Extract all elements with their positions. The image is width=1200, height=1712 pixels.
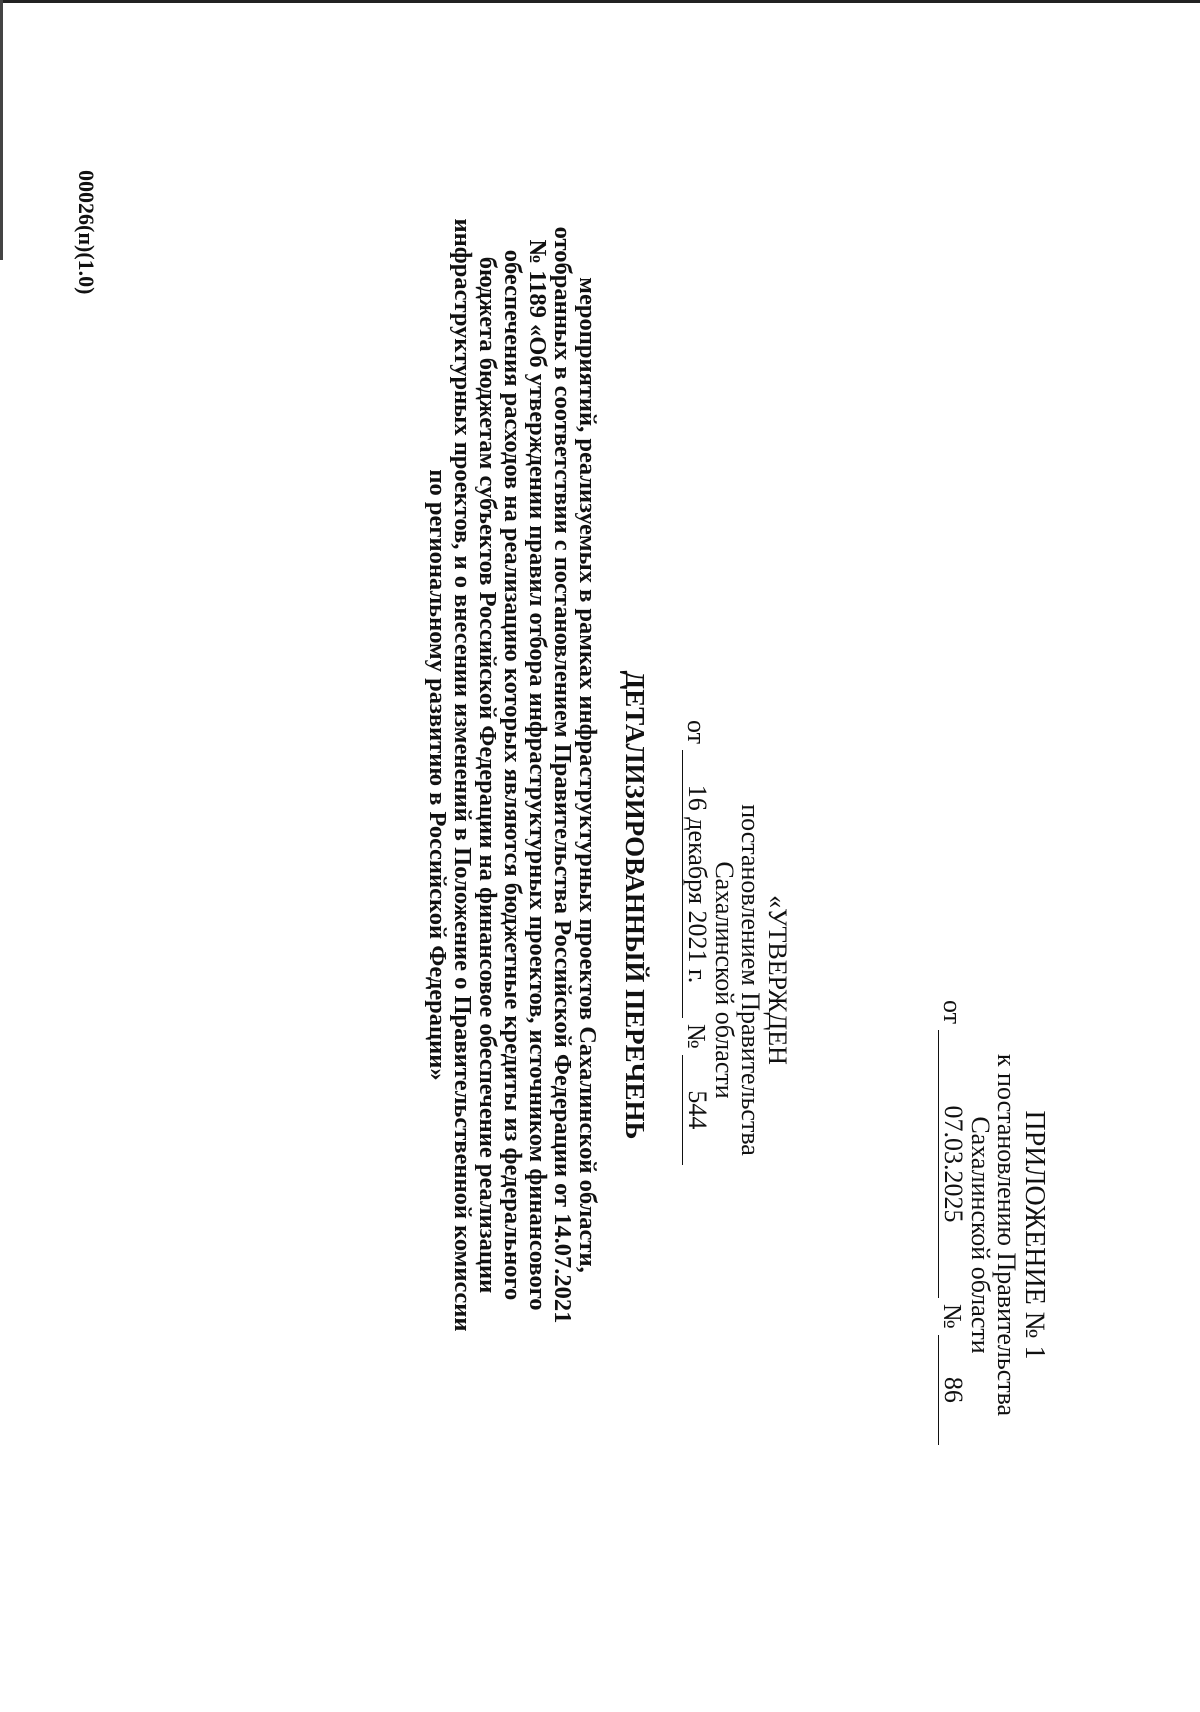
description-line: бюджета бюджетам субъектов Российской Федерации на финансовое обеспечение реализации xyxy=(474,256,502,1294)
approved-date-row xyxy=(681,720,713,1240)
description-line: мероприятий, реализуемых в рамках инфраструктурных проектов Сахалинской области, xyxy=(574,277,601,1273)
appendix-line-1: к постановлению Правительства xyxy=(992,1053,1022,1417)
description-line: обеспечения расходов на реализацию которых являются бюджетные кредиты из федерального xyxy=(499,249,527,1301)
appendix-date: 07.03.2025 xyxy=(938,1030,966,1298)
appendix-number-label: № xyxy=(937,1304,967,1329)
approved-line-2: Сахалинской области xyxy=(709,861,739,1099)
document-code: 00026(п)(1.0) xyxy=(74,170,99,295)
approved-number: 544 xyxy=(682,1055,710,1165)
approved-number-label: № xyxy=(681,1024,711,1049)
approved-header xyxy=(682,720,790,1240)
description-line: № 1189 «Об утверждении правил отбора инфраструктурных проектов, источником финансового xyxy=(524,239,552,1311)
description-line: по региональному развитию в Российской Федерации» xyxy=(424,469,452,1081)
approved-date: 16 декабря 2021 г. xyxy=(682,750,710,1018)
appendix-header xyxy=(938,1000,1048,1470)
appendix-number: 86 xyxy=(938,1335,966,1445)
approved-from-label: от xyxy=(681,720,711,745)
approved-line-1: постановлением Правительства xyxy=(736,804,766,1156)
description-line: инфраструктурных проектов, и о внесении изменений в Положение о Правительственной комиссии xyxy=(449,218,477,1332)
appendix-from-label: от xyxy=(937,1000,967,1025)
approved-title: «УТВЕРЖДЕН xyxy=(763,895,792,1065)
document-title: ДЕТАЛИЗИРОВАННЫЙ ПЕРЕЧЕНЬ xyxy=(620,670,650,1140)
document-description xyxy=(425,140,600,1410)
appendix-title: ПРИЛОЖЕНИЕ № 1 xyxy=(1019,1110,1050,1360)
appendix-date-row xyxy=(937,1000,969,1470)
description-line: отобранных в соответствии с постановлением Правительства Российской Федерации от 14.07.2021 xyxy=(549,226,577,1324)
appendix-line-2: Сахалинской области xyxy=(965,1116,995,1354)
